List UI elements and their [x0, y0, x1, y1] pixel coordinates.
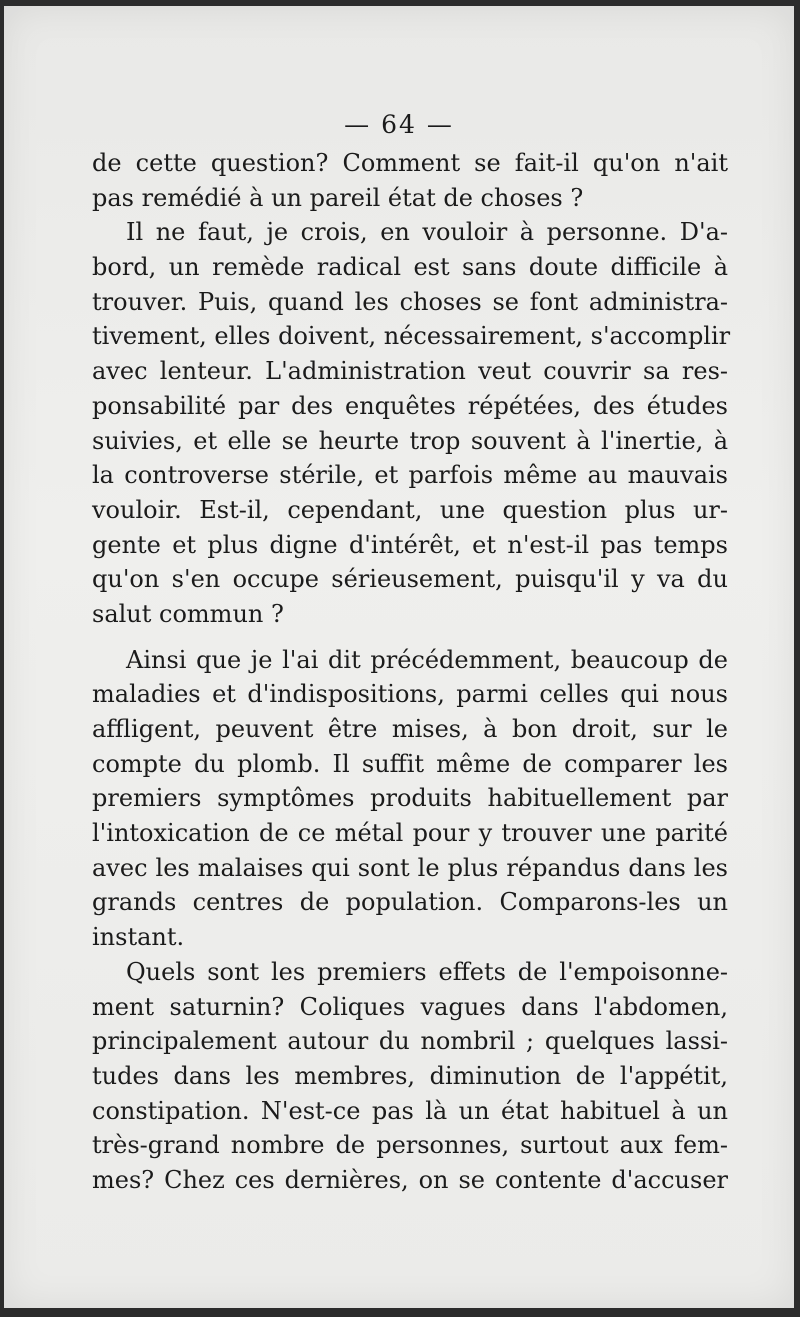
text-line: qu'on s'en occupe sérieusement, puisqu'il y va du [92, 565, 728, 594]
text-line: tudes dans les membres, diminution de l'appétit, [92, 1061, 728, 1090]
text-line: mes? Chez ces dernières, on se contente d'accuser [92, 1165, 728, 1194]
text-line: instant. [92, 923, 185, 952]
page-number: — 64 — [344, 110, 454, 139]
text-line: Il ne faut, je crois, en vouloir à personne. D'a- [126, 218, 728, 247]
text-line: très-grand nombre de personnes, surtout aux fem- [92, 1131, 728, 1160]
text-line: de cette question? Comment se fait-il qu'on n'ait [92, 149, 728, 177]
text-line: premiers symptômes produits habituellement par [92, 784, 728, 813]
text-line: principalement autour du nombril ; quelques lassi- [92, 1027, 728, 1056]
body-text [92, 146, 731, 1198]
text-line: pas remédié à un pareil état de choses ? [92, 183, 584, 212]
text-line: trouver. Puis, quand les choses se font administra- [92, 287, 728, 316]
text-line: maladies et d'indispositions, parmi celles qui nous [92, 680, 728, 709]
text-line: grands centres de population. Comparons-les un [92, 888, 728, 917]
text-line: Ainsi que je l'ai dit précédemment, beaucoup de [126, 645, 728, 674]
text-line: salut commun ? [92, 599, 284, 628]
text-line: avec les malaises qui sont le plus répandus dans les [92, 853, 728, 882]
text-line: avec lenteur. L'administration veut couvrir sa res- [92, 357, 728, 386]
text-line: affligent, peuvent être mises, à bon droit, sur le [92, 715, 728, 743]
text-line: gente et plus digne d'intérêt, et n'est-il pas temps [92, 530, 728, 559]
text-line: compte du plomb. Il suffit même de comparer les [92, 749, 728, 778]
text-line: la controverse stérile, et parfois même au mauvais [92, 461, 728, 490]
text-line: bord, un remède radical est sans doute difficile à [92, 253, 728, 282]
text-line: ponsabilité par des enquêtes répétées, des études [92, 391, 728, 420]
text-line: l'intoxication de ce métal pour y trouver une parité [92, 819, 728, 848]
text-line: tivement, elles doivent, nécessairement, s'accomplir [92, 322, 731, 351]
text-line: suivies, et elle se heurte trop souvent à l'inertie, à [92, 426, 728, 455]
book-page [4, 6, 794, 1308]
text-line: Quels sont les premiers effets de l'empoisonne- [126, 957, 728, 986]
text-line: ment saturnin? Coliques vagues dans l'abdomen, [92, 992, 728, 1021]
text-line: vouloir. Est-il, cependant, une question plus ur- [92, 495, 728, 524]
text-line: constipation. N'est-ce pas là un état habituel à un [92, 1096, 728, 1125]
